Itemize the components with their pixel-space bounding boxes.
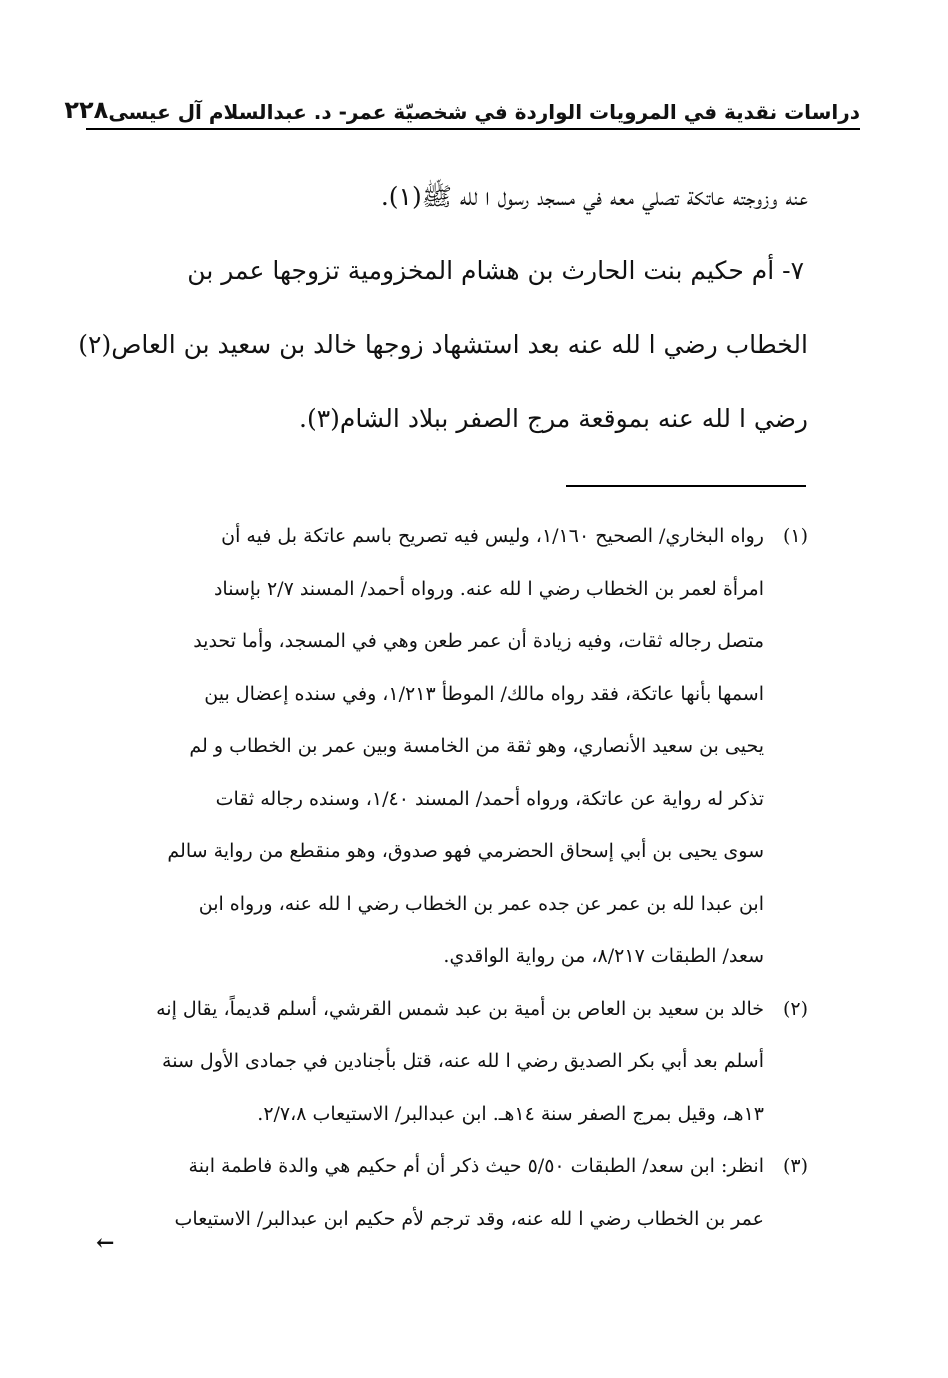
footnote-line: انظر: ابن سعد/ الطبقات ٥/٥٠ حيث ذكر أن أم حكيم هي والدة فاطمة ابنة bbox=[188, 1155, 764, 1177]
footnote-line: خالد بن سعيد بن العاص بن أمية بن عبد شمس القرشي، أسلم قديماً، يقال إنه bbox=[156, 997, 764, 1020]
body-line: عنه وزوجته عاتكة تصلي معه في مسجد رسول ا لله ﷺ(١). bbox=[380, 182, 808, 211]
page-number: ٢٢٨ bbox=[64, 96, 109, 124]
footnote-line: أسلم بعد أبي بكر الصديق رضي ا لله عنه، قتل بأجنادين في جمادى الأول سنة bbox=[162, 1050, 764, 1072]
footnote-separator bbox=[566, 485, 806, 487]
footnote-line: متصل رجاله ثقات، وفيه زيادة أن عمر طعن وهي في المسجد، وأما تحديد bbox=[193, 630, 764, 652]
footnote-number: (١) bbox=[782, 525, 808, 547]
footnote-1 bbox=[96, 510, 808, 983]
header-rule bbox=[86, 128, 860, 130]
footnote-line: امرأة لعمر بن الخطاب رضي ا لله عنه. ورواه أحمد/ المسند ٢/٧ بإسناد bbox=[213, 577, 764, 600]
footnotes bbox=[96, 510, 808, 1245]
continuation-arrow-icon: ← bbox=[96, 1230, 115, 1256]
footnote-line: سعد/ الطبقات ٨/٢١٧، من رواية الواقدي. bbox=[443, 945, 764, 967]
footnote-number: (٣) bbox=[782, 1155, 808, 1177]
header-title: دراسات نقدية في المرويات الواردة في شخصيّة عمر- د. عبدالسلام آل عيسى bbox=[108, 100, 860, 124]
footnote-line: اسمها بأنها عاتكة، فقد رواه مالك/ الموطأ ١/٢١٣، وفي سنده إعضال بين bbox=[204, 682, 764, 705]
footnote-line: سوى يحيى بن أبي إسحاق الحضرمي فهو صدوق، وهو منقطع من رواية سالم bbox=[167, 840, 764, 862]
footnote-line: يحيى بن سعيد الأنصاري، وهو ثقة من الخامسة وبين عمر بن الخطاب و لم bbox=[189, 735, 764, 757]
running-header bbox=[64, 88, 860, 124]
body-line: ٧- أم حكيم بنت الحارث بن هشام المخزومية تزوجها عمر بن bbox=[187, 256, 804, 285]
footnote-3 bbox=[96, 1140, 808, 1245]
footnote-line: رواه البخاري/ الصحيح ١/١٦٠، وليس فيه تصريح باسم عاتكة بل فيه أن bbox=[221, 525, 764, 547]
footnote-number: (٢) bbox=[782, 997, 808, 1020]
body-line: رضي ا لله عنه بموقعة مرج الصفر ببلاد الشام(٣). bbox=[299, 404, 808, 433]
footnote-line: عمر بن الخطاب رضي ا لله عنه، وقد ترجم لأم حكيم ابن عبدالبر/ الاستيعاب bbox=[174, 1207, 764, 1230]
body-line: الخطاب رضي ا لله عنه بعد استشهاد زوجها خالد بن سعيد بن العاص(٢) bbox=[78, 330, 808, 359]
footnote-line: ١٣هـ، وقيل بمرج الصفر سنة ١٤هـ. ابن عبدالبر/ الاستيعاب ٢/٧،٨. bbox=[257, 1102, 764, 1125]
main-text bbox=[78, 160, 808, 456]
footnote-2 bbox=[96, 983, 808, 1141]
footnote-line: تذكر له رواية عن عاتكة، ورواه أحمد/ المسند ١/٤٠، وسنده رجاله ثقات bbox=[215, 787, 764, 810]
footnote-line: ابن عبدا لله بن عمر عن جده عمر بن الخطاب رضي ا لله عنه، ورواه ابن bbox=[198, 892, 764, 915]
